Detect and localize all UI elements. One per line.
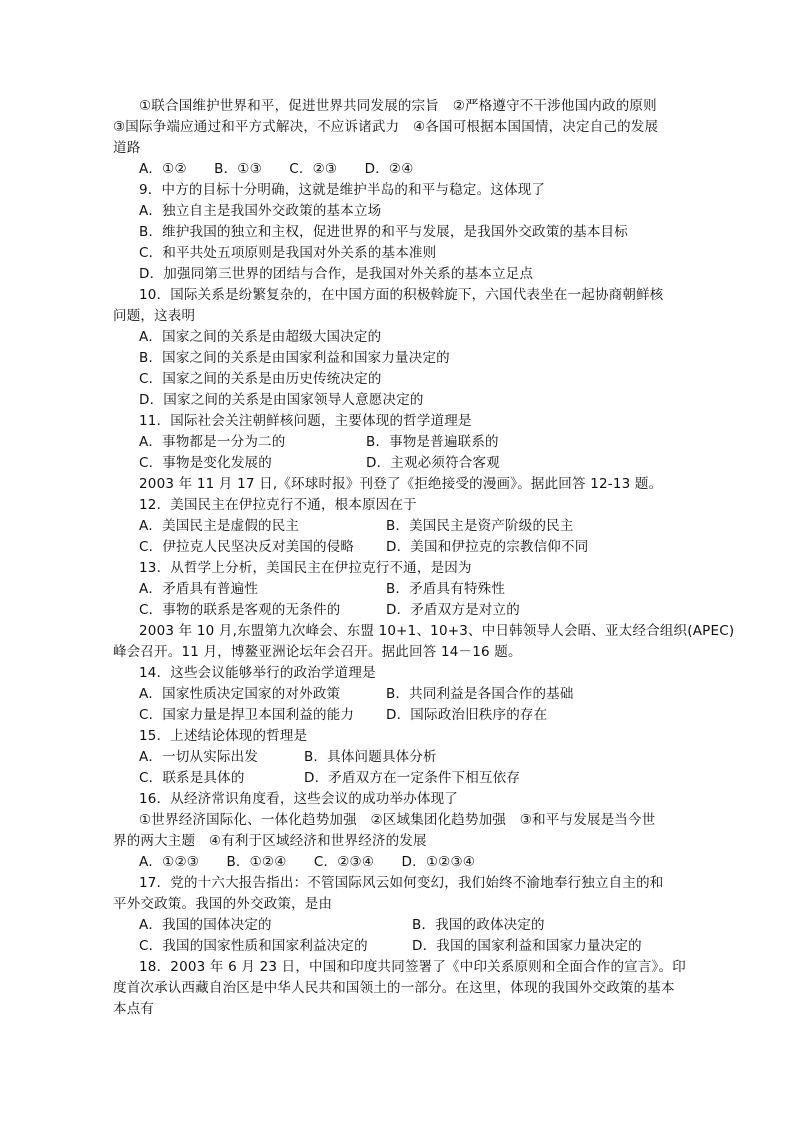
q17-stem-line-1: 17．党的十六大报告指出：不管国际风云如何变幻，我们始终不渝地奉行独立自主的和	[139, 875, 664, 891]
q13-stem: 13．从哲学上分析，美国民主在伊拉克行不通，是因为	[139, 560, 472, 576]
q10-option-a: A．国家之间的关系是由超级大国决定的	[139, 329, 382, 345]
q15-option-b: B．具体问题具体分析	[304, 749, 437, 765]
q18-stem-line-3: 本点有	[113, 1001, 155, 1017]
q18-stem-line-2: 度首次承认西藏自治区是中华人民共和国领土的一部分。在这里，体现的我国外交政策的基本	[113, 980, 675, 996]
q9-option-d: D．加强同第三世界的团结与合作，是我国对外关系的基本立足点	[139, 266, 534, 282]
q8-statements-line-2: ③国际争端应通过和平方式解决，不应诉诸武力 ④各国可根据本国国情，决定自己的发展	[113, 119, 659, 135]
q11-option-d: D．主观必须符合客观	[366, 455, 500, 471]
q8-statements-line-3: 道路	[113, 140, 141, 156]
q14-option-c: C．国家力量是捍卫本国利益的能力	[139, 707, 355, 723]
q18-stem-line-1: 18．2003 年 6 月 23 日，中国和印度共同签署了《中印关系原则和全面合作的宣言》。印	[139, 959, 686, 975]
q12-option-d: D．美国和伊拉克的宗教信仰不同	[386, 539, 589, 555]
q12-stem: 12．美国民主在伊拉克行不通，根本原因在于	[139, 497, 417, 513]
q16-stem: 16．从经济常识角度看，这些会议的成功举办体现了	[139, 791, 458, 807]
q9-stem: 9．中方的目标十分明确，这就是维护半岛的和平与稳定。这体现了	[139, 182, 546, 198]
q13-option-c: C．事物的联系是客观的无条件的	[139, 602, 341, 618]
q14-stem: 14．这些会议能够举行的政治学道理是	[139, 665, 376, 681]
intro-14-16-line-1: 2003 年 10 月,东盟第九次峰会、东盟 10+1、10+3、中日韩领导人会晤、亚太经合组织(APEC)	[139, 623, 735, 639]
q10-option-d: D．国家之间的关系是由国家领导人意愿决定的	[139, 392, 424, 408]
q14-option-a: A．国家性质决定国家的对外政策	[139, 686, 341, 702]
q11-option-b: B．事物是普遍联系的	[366, 434, 499, 450]
q8-options: A．①② B．①③ C．②③ D．②④	[139, 161, 414, 177]
q16-options: A．①②③ B．①②④ C．②③④ D．①②③④	[139, 854, 476, 870]
q10-stem-line-1: 10．国际关系是纷繁复杂的，在中国方面的积极斡旋下，六国代表坐在一起协商朝鲜核	[139, 287, 664, 303]
q13-option-d: D．矛盾双方是对立的	[386, 602, 520, 618]
q12-option-a: A．美国民主是虚假的民主	[139, 518, 300, 534]
q11-stem: 11．国际社会关注朝鲜核问题，主要体现的哲学道理是	[139, 413, 472, 429]
q11-option-a: A．事物都是一分为二的	[139, 434, 286, 450]
q15-option-d: D．矛盾双方在一定条件下相互依存	[304, 770, 521, 786]
q9-option-c: C．和平共处五项原则是我国对外关系的基本准则	[139, 245, 437, 261]
q8-statements-line-1: ①联合国维护世界和平，促进世界共同发展的宗旨 ②严格遵守不干涉他国内政的原则	[139, 98, 657, 114]
q9-option-a: A．独立自主是我国外交政策的基本立场	[139, 203, 382, 219]
q16-statements-line-2: 界的两大主题 ④有利于区域经济和世界经济的发展	[113, 833, 427, 849]
q9-option-b: B．维护我国的独立和主权，促进世界的和平与发展，是我国外交政策的基本目标	[139, 224, 628, 240]
q12-option-b: B．美国民主是资产阶级的民主	[386, 518, 574, 534]
q15-option-c: C．联系是具体的	[139, 770, 245, 786]
q15-option-a: A．一切从实际出发	[139, 749, 259, 765]
q17-option-a: A．我国的国体决定的	[139, 917, 272, 933]
q15-stem: 15．上述结论体现的哲理是	[139, 728, 308, 744]
q17-option-b: B．我国的政体决定的	[412, 917, 545, 933]
q12-option-c: C．伊拉克人民坚决反对美国的侵略	[139, 539, 355, 555]
q13-option-a: A．矛盾具有普遍性	[139, 581, 259, 597]
q17-option-d: D．我国的国家利益和国家力量决定的	[412, 938, 642, 954]
q13-option-b: B．矛盾具有特殊性	[386, 581, 506, 597]
q17-option-c: C．我国的国家性质和国家利益决定的	[139, 938, 368, 954]
q17-stem-line-2: 平外交政策。我国的外交政策，是由	[113, 896, 333, 912]
intro-14-16-line-2: 峰会召开。11 月，博鳌亚洲论坛年会召开。据此回答 14－16 题。	[113, 644, 522, 660]
q14-option-d: D．国际政治旧秩序的存在	[386, 707, 548, 723]
q10-option-b: B．国家之间的关系是由国家利益和国家力量决定的	[139, 350, 450, 366]
q10-option-c: C．国家之间的关系是由历史传统决定的	[139, 371, 382, 387]
intro-12-13: 2003 年 11 月 17 日,《环球时报》刊登了《拒绝接受的漫画》。据此回答 12-13 题。	[139, 476, 663, 492]
q16-statements-line-1: ①世界经济国际化、一体化趋势加强 ②区域集团化趋势加强 ③和平与发展是当今世	[139, 812, 656, 828]
q11-option-c: C．事物是变化发展的	[139, 455, 272, 471]
q14-option-b: B．共同利益是各国合作的基础	[386, 686, 574, 702]
q10-stem-line-2: 问题，这表明	[113, 308, 196, 324]
